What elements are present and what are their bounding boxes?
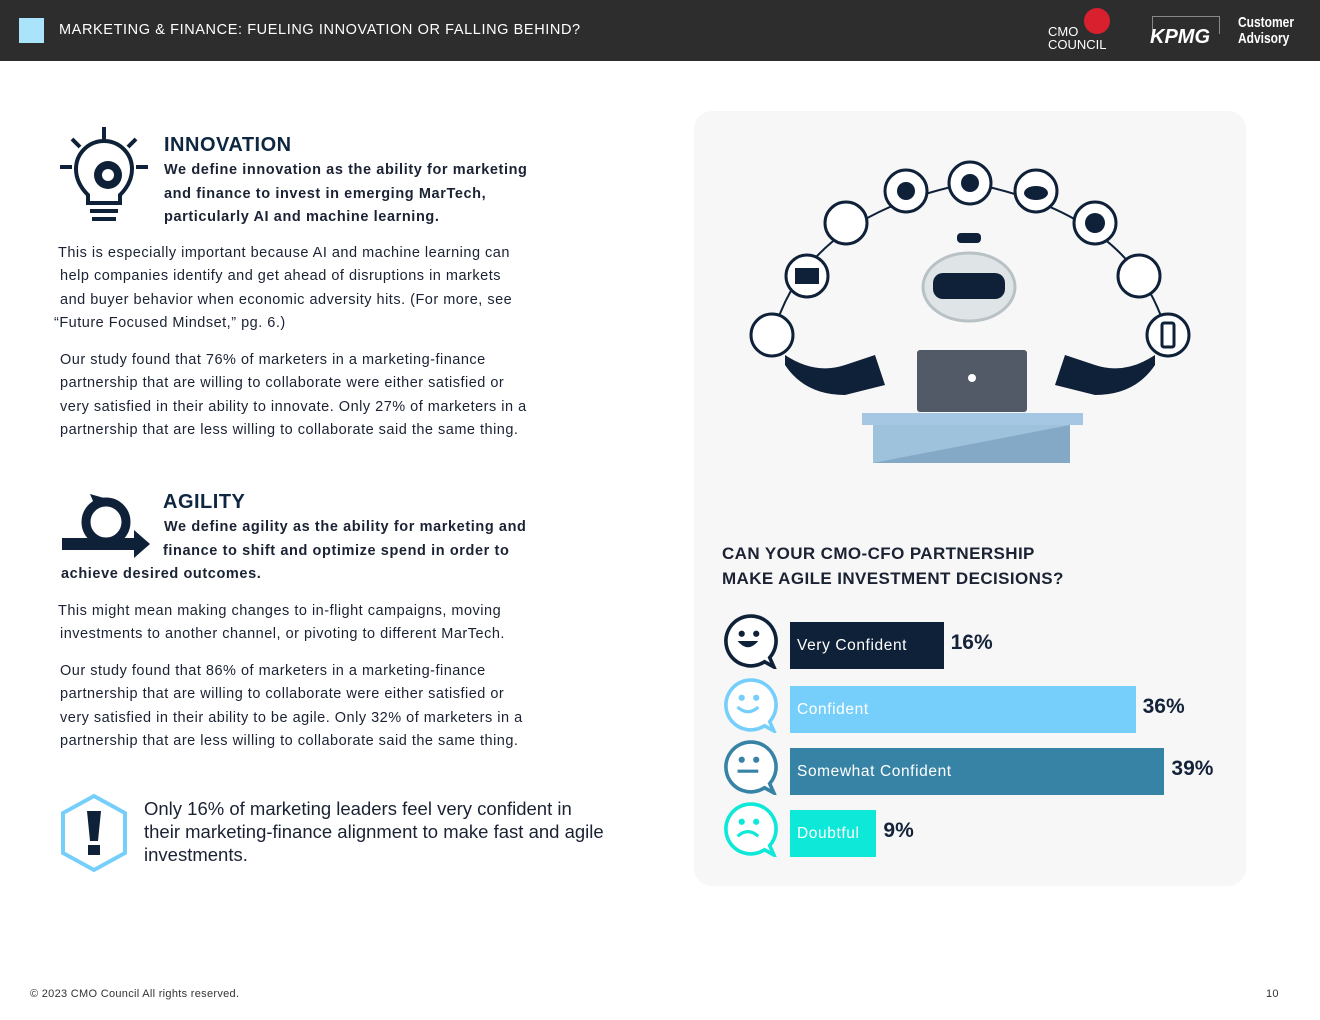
- bar: Very Confident: [790, 622, 944, 669]
- innovation-definition: We define innovation as the ability for marketing and finance to invest in emerging MarTech, particularly AI and machine learning.: [164, 162, 528, 225]
- bar-row-somewhat-confident: [722, 742, 1242, 802]
- smile-face-icon: [722, 677, 778, 733]
- sad-face-icon: [722, 801, 778, 857]
- bar: Somewhat Confident: [790, 748, 1164, 795]
- footer-copyright: © 2023 CMO Council All rights reserved.: [30, 988, 240, 1000]
- bar-row-confident: [722, 680, 1242, 740]
- bar: Confident: [790, 686, 1136, 733]
- cmo-council-logo: CMO COUNCIL: [1048, 10, 1107, 36]
- data-label: 36%: [1142, 695, 1185, 718]
- bar-row-very-confident: [722, 616, 1242, 676]
- innovation-heading: INNOVATION: [164, 134, 292, 156]
- agility-paragraph-1: This might mean making changes to in-flight campaigns, moving investments to another channel, or pivoting to different MarTech.: [58, 603, 505, 643]
- header-title: MARKETING & FINANCE: FUELING INNOVATION OR FALLING BEHIND?: [59, 22, 581, 38]
- neutral-face-icon: [722, 739, 778, 795]
- kpmg-logo: KPMG: [1150, 16, 1220, 46]
- header-square-icon: [19, 18, 44, 43]
- happy-face-icon: [722, 613, 778, 669]
- page-number: 10: [1266, 988, 1279, 1000]
- lightbulb-gear-icon: [58, 125, 150, 227]
- data-label: 16%: [950, 631, 993, 654]
- data-label: 39%: [1171, 757, 1214, 780]
- innovation-paragraph-1: This is especially important because AI and machine learning can help companies identify and get ahead of disruptions in markets and buyer behavior when economic adversity hits. (For more, see “Future Focused Mindset,” pg. 6.): [54, 245, 513, 331]
- page-header: [0, 0, 1320, 61]
- ai-robot-laptop-illustration: [745, 155, 1195, 465]
- chart-title: CAN YOUR CMO-CFO PARTNERSHIP MAKE AGILE INVESTMENT DECISIONS?: [722, 544, 1064, 588]
- data-label: 9%: [883, 819, 914, 842]
- alert-hexagon-icon: [59, 793, 129, 873]
- agility-paragraph-2: Our study found that 86% of marketers in a marketing-finance partnership that are willing to collaborate were either satisfied or very satisfied in their ability to be agile. Only 32% of marketers in a partnership that are less willing to collaborate said the same thing.: [60, 663, 523, 749]
- agility-definition: We define agility as the ability for marketing and finance to shift and optimize spend in order to achieve desired outcomes.: [61, 519, 527, 582]
- bar: Doubtful: [790, 810, 876, 857]
- agility-heading: AGILITY: [163, 491, 246, 513]
- bar-row-doubtful: [722, 804, 1242, 864]
- customer-advisory-logo: Customer Advisory: [1238, 14, 1295, 47]
- callout-text: Only 16% of marketing leaders feel very confident in their marketing-finance alignment to make fast and agile investments.: [144, 798, 604, 865]
- innovation-paragraph-2: Our study found that 76% of marketers in a marketing-finance partnership that are willing to collaborate were either satisfied or very satisfied in their ability to innovate. Only 27% of marketers in a partnership that are less willing to collaborate said the same thing.: [60, 352, 527, 438]
